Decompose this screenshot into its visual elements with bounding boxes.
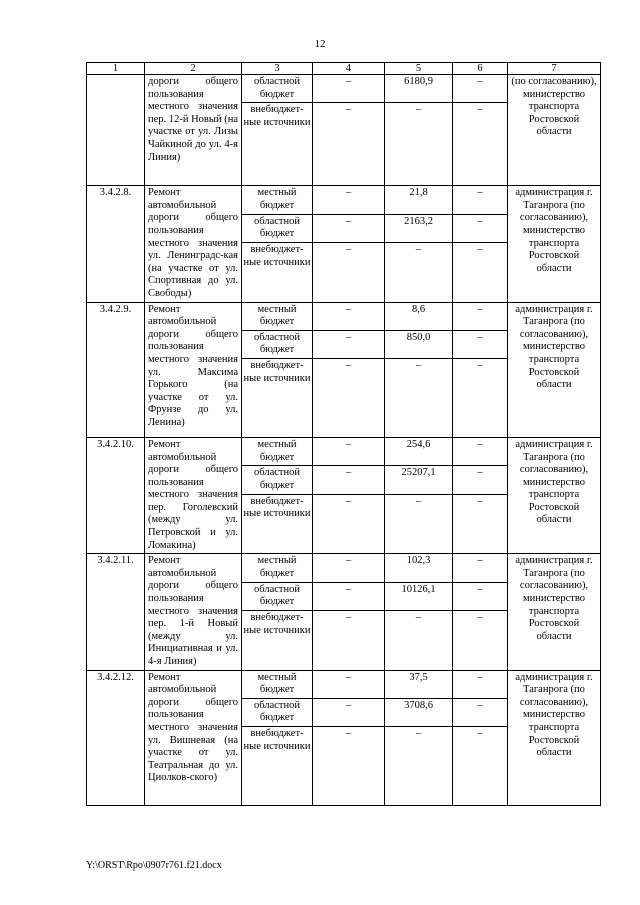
value-col5: 25207,1 <box>385 466 453 494</box>
funding-source: внебюджет-ные источники <box>242 611 313 671</box>
value-col5: – <box>385 358 453 437</box>
value-col4: – <box>313 698 385 726</box>
header-cell: 6 <box>453 63 508 75</box>
value-col6: – <box>453 186 508 214</box>
item-description: дороги общего пользования местного значения пер. 12-й Новый (на участке от ул. Лизы Чайкиной до ул. 4-я Линия) <box>145 75 242 186</box>
value-col6: – <box>453 358 508 437</box>
value-col6: – <box>453 330 508 358</box>
funding-source: внебюджет-ные источники <box>242 494 313 554</box>
value-col4: – <box>313 75 385 103</box>
funding-source: местный бюджет <box>242 186 313 214</box>
item-number: 3.4.2.9. <box>87 302 145 437</box>
item-number: 3.4.2.12. <box>87 670 145 805</box>
header-cell: 1 <box>87 63 145 75</box>
value-col4: – <box>313 466 385 494</box>
value-col6: – <box>453 437 508 465</box>
program-activities-table <box>86 62 601 806</box>
value-col4: – <box>313 670 385 698</box>
value-col4: – <box>313 437 385 465</box>
responsible-executor: администрация г. Таганрога (по согласованию), министерство транспорта Ростовской области <box>508 302 601 437</box>
value-col6: – <box>453 214 508 242</box>
value-col5: 850,0 <box>385 330 453 358</box>
funding-source: местный бюджет <box>242 670 313 698</box>
funding-source: областной бюджет <box>242 214 313 242</box>
value-col4: – <box>313 302 385 330</box>
funding-source: внебюджет-ные источники <box>242 103 313 186</box>
value-col6: – <box>453 582 508 610</box>
item-description: Ремонт автомобильной дороги общего пользования местного значения пер. 1-й Новый (между ул. Инициативная и ул. 4-я Линия) <box>145 554 242 670</box>
value-col4: – <box>313 330 385 358</box>
value-col4: – <box>313 214 385 242</box>
header-cell: 7 <box>508 63 601 75</box>
value-col5: 2163,2 <box>385 214 453 242</box>
value-col6: – <box>453 103 508 186</box>
value-col5: 102,3 <box>385 554 453 582</box>
value-col5: – <box>385 494 453 554</box>
item-number: 3.4.2.10. <box>87 437 145 553</box>
value-col5: 254,6 <box>385 437 453 465</box>
header-cell: 5 <box>385 63 453 75</box>
value-col5: 37,5 <box>385 670 453 698</box>
responsible-executor: (по согласованию), министерство транспорта Ростовской области <box>508 75 601 186</box>
item-number <box>87 75 145 186</box>
value-col6: – <box>453 243 508 303</box>
file-path-footer: Y:\ORST\Rpo\0907r761.f21.docx <box>86 860 222 871</box>
value-col6: – <box>453 75 508 103</box>
value-col5: – <box>385 103 453 186</box>
value-col4: – <box>313 243 385 303</box>
value-col4: – <box>313 554 385 582</box>
value-col5: 21,8 <box>385 186 453 214</box>
value-col4: – <box>313 611 385 671</box>
value-col4: – <box>313 186 385 214</box>
value-col6: – <box>453 611 508 671</box>
header-row <box>87 63 601 75</box>
funding-source: местный бюджет <box>242 302 313 330</box>
value-col6: – <box>453 670 508 698</box>
funding-source: внебюджет-ные источники <box>242 358 313 437</box>
value-col5: 10126,1 <box>385 582 453 610</box>
funding-source: местный бюджет <box>242 554 313 582</box>
value-col4: – <box>313 103 385 186</box>
value-col5: – <box>385 611 453 671</box>
table-row <box>87 75 601 103</box>
item-description: Ремонт автомобильной дороги общего пользования местного значения пер. Гоголевский (между ул. Петровской и ул. Ломакина) <box>145 437 242 553</box>
item-description: Ремонт автомобильной дороги общего пользования местного значения ул. Максима Горького (на участке от ул. Фрунзе до ул. Ленина) <box>145 302 242 437</box>
funding-source: внебюджет-ные источники <box>242 726 313 805</box>
funding-source: областной бюджет <box>242 75 313 103</box>
value-col5: 6180,9 <box>385 75 453 103</box>
funding-source: местный бюджет <box>242 437 313 465</box>
item-number: 3.4.2.11. <box>87 554 145 670</box>
item-description: Ремонт автомобильной дороги общего пользования местного значения ул. Вишневая (на участке от ул. Театральная до ул. Циолков-ского) <box>145 670 242 805</box>
value-col6: – <box>453 302 508 330</box>
value-col6: – <box>453 466 508 494</box>
header-cell: 4 <box>313 63 385 75</box>
value-col4: – <box>313 358 385 437</box>
value-col5: – <box>385 726 453 805</box>
funding-source: внебюджет-ные источники <box>242 243 313 303</box>
header-cell: 3 <box>242 63 313 75</box>
table-row <box>87 670 601 698</box>
table-row <box>87 437 601 465</box>
funding-source: областной бюджет <box>242 466 313 494</box>
value-col4: – <box>313 494 385 554</box>
value-col6: – <box>453 726 508 805</box>
item-number: 3.4.2.8. <box>87 186 145 302</box>
page-number: 12 <box>314 38 326 50</box>
value-col5: 3708,6 <box>385 698 453 726</box>
value-col4: – <box>313 582 385 610</box>
table-row <box>87 554 601 582</box>
funding-source: областной бюджет <box>242 698 313 726</box>
value-col5: 8,6 <box>385 302 453 330</box>
funding-source: областной бюджет <box>242 330 313 358</box>
responsible-executor: администрация г. Таганрога (по согласованию), министерство транспорта Ростовской области <box>508 186 601 302</box>
value-col6: – <box>453 494 508 554</box>
table-row <box>87 186 601 214</box>
item-description: Ремонт автомобильной дороги общего пользования местного значения ул. Ленинградс-кая (на участке от ул. Спортивная до ул. Свободы) <box>145 186 242 302</box>
value-col4: – <box>313 726 385 805</box>
responsible-executor: администрация г. Таганрога (по согласованию), министерство транспорта Ростовской области <box>508 437 601 553</box>
header-cell: 2 <box>145 63 242 75</box>
responsible-executor: администрация г. Таганрога (по согласованию), министерство транспорта Ростовской области <box>508 554 601 670</box>
funding-source: областной бюджет <box>242 582 313 610</box>
value-col5: – <box>385 243 453 303</box>
value-col6: – <box>453 554 508 582</box>
table-row <box>87 302 601 330</box>
responsible-executor: администрация г. Таганрога (по согласованию), министерство транспорта Ростовской области <box>508 670 601 805</box>
value-col6: – <box>453 698 508 726</box>
